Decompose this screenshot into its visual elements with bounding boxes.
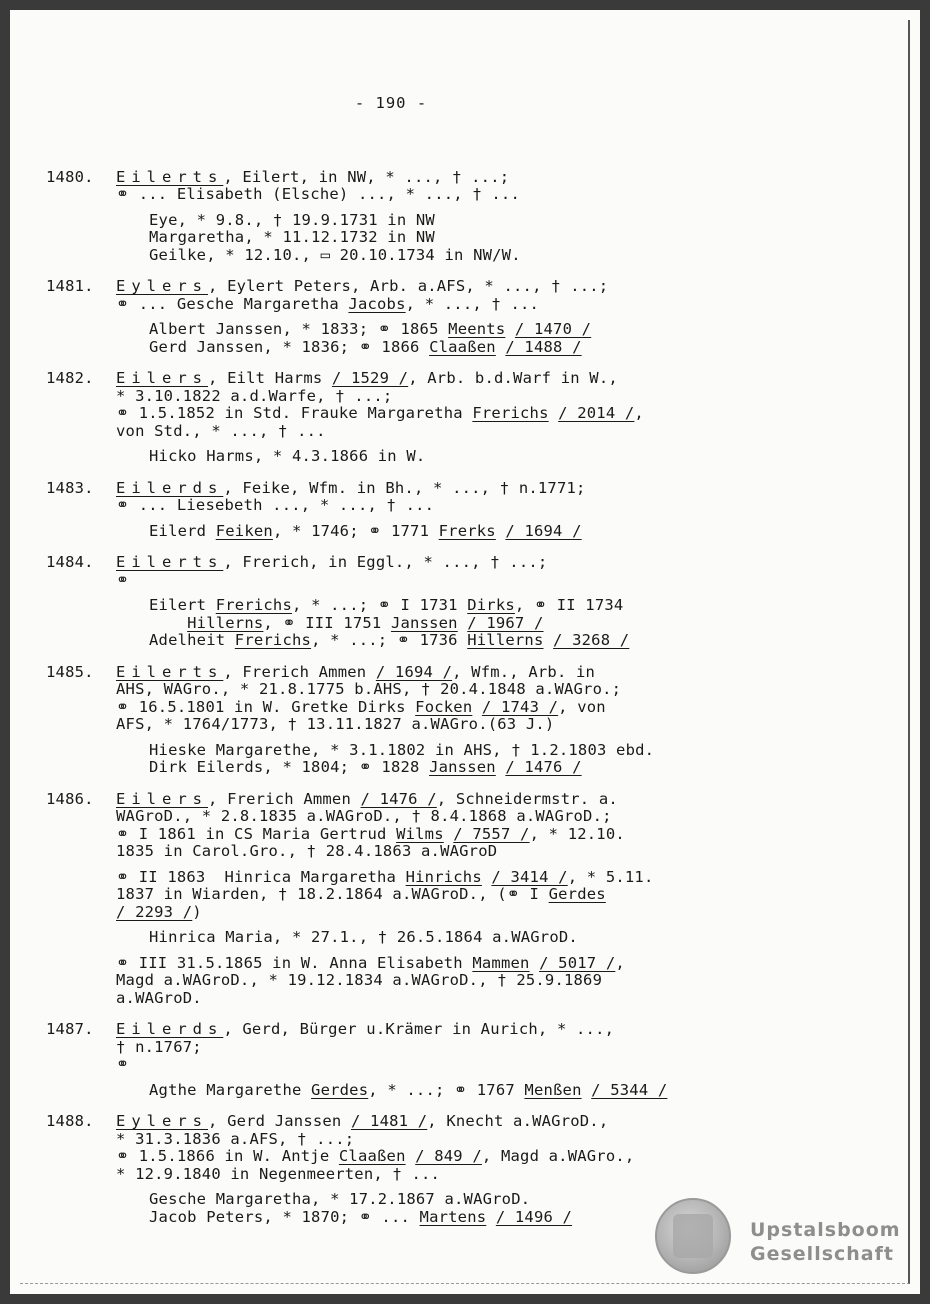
text-segment: [496, 522, 506, 540]
linked-surname: Claaßen: [338, 1147, 406, 1165]
text-segment: 1835 in Carol.Gro., † 28.4.1863 a.WAGroD: [116, 842, 498, 860]
entry-body: [116, 1021, 766, 1074]
entry-body: [116, 1113, 766, 1183]
text-line: [116, 169, 766, 187]
society-seal-logo: [655, 1198, 731, 1274]
entry-list: [46, 169, 766, 1227]
text-segment: WAGroD., * 2.8.1835 a.WAGroD., † 8.4.1868 a.WAGroD.;: [116, 807, 612, 825]
text-segment: Eilerd: [149, 521, 216, 540]
child-line: Hicko Harms, * 4.3.1866 in W.: [149, 447, 426, 465]
cross-reference: / 1470 /: [514, 320, 592, 338]
logo-line-2: Gesellschaft: [750, 1243, 894, 1265]
text-segment: Dirk Eilerds, * 1804; ⚭ 1828: [149, 758, 430, 776]
text-segment: ⚭ ... Gesche Margaretha: [116, 294, 349, 313]
text-segment: [458, 614, 468, 632]
entry-number: 1483.: [46, 478, 94, 497]
text-segment: , Magd a.WAGro.,: [481, 1147, 635, 1165]
text-line: [116, 480, 766, 498]
text-segment: Agthe Margarethe: [149, 1080, 312, 1099]
children-list: [149, 321, 766, 356]
marriage-block: [116, 869, 766, 922]
children-list: [149, 212, 766, 265]
entry-number: 1487.: [46, 1020, 94, 1038]
page-number: - 190 -: [354, 94, 428, 112]
text-segment: , * ...; ⚭ I 1731: [292, 596, 468, 614]
children-list: [149, 597, 766, 650]
text-segment: , Eilt Harms: [208, 369, 332, 387]
text-line: [116, 572, 766, 590]
family-surname: Eilerts: [116, 553, 224, 571]
cross-reference: / 5344 /: [591, 1080, 668, 1099]
text-line: [116, 904, 766, 922]
document-page: [46, 60, 766, 1258]
cross-reference: / 3414 /: [491, 867, 568, 886]
seal-figures: [673, 1214, 713, 1258]
linked-surname: Menßen: [524, 1080, 582, 1099]
linked-surname: Hillerns: [467, 631, 544, 649]
text-segment: ⚭ ... Liesebeth ..., * ..., † ...: [116, 496, 435, 514]
linked-surname: Wilms: [396, 824, 444, 843]
text-segment: , von: [558, 697, 606, 716]
text-segment: a.WAGroD.: [116, 988, 202, 1007]
family-surname: Eilers: [116, 369, 208, 387]
text-segment: ⚭: [116, 570, 130, 589]
family-surname: Eylers: [116, 1112, 208, 1130]
text-line: [149, 1082, 766, 1100]
linked-surname: Martens: [419, 1207, 487, 1226]
text-segment: von Std., * ..., † ...: [116, 421, 326, 440]
text-segment: ⚭ 16.5.1801 in W. Gretke Dirks: [116, 697, 416, 716]
genealogy-entry: [46, 480, 766, 541]
text-line: [149, 339, 766, 357]
genealogy-entry: [46, 1021, 766, 1099]
text-line: [116, 791, 766, 809]
cross-reference: / 1476 /: [360, 789, 437, 808]
text-segment: , * ...; ⚭ 1736: [311, 631, 468, 649]
entry-body: [116, 791, 766, 861]
text-line: [116, 681, 766, 699]
family-surname: Eilerts: [116, 662, 224, 681]
text-line: [116, 278, 766, 296]
text-segment: ⚭ II 1863 Hinrica Margaretha: [116, 867, 406, 886]
text-segment: , ⚭ III 1751: [263, 613, 391, 632]
text-segment: , Knecht a.WAGroD.,: [427, 1112, 609, 1130]
linked-surname: Claaßen: [429, 337, 496, 356]
logo-line-1: Upstalsboom: [750, 1219, 901, 1241]
entry-number: 1481.: [46, 277, 94, 295]
children-list: [149, 742, 766, 777]
text-line: [149, 742, 766, 760]
children-list: [149, 929, 766, 947]
text-segment: , Frerich Ammen: [208, 789, 361, 808]
text-segment: , Gerd, Bürger u.Krämer in Aurich, * ...,: [223, 1020, 615, 1038]
text-segment: * 31.3.1836 a.AFS, † ...;: [116, 1129, 355, 1148]
text-segment: [496, 338, 506, 356]
text-segment: ): [192, 902, 202, 921]
text-segment: , Eilert, in NW, * ..., † ...;: [223, 167, 510, 186]
text-segment: , ⚭ II 1734: [514, 596, 624, 614]
text-line: [116, 1039, 766, 1057]
cross-reference: / 2293 /: [116, 902, 193, 921]
text-segment: * 12.9.1840 in Negenmeerten, † ...: [116, 1164, 441, 1183]
text-segment: ⚭: [116, 1055, 130, 1073]
text-segment: , Frerich, in Eggl., * ..., † ...;: [223, 553, 548, 571]
text-segment: , Gerd Janssen: [208, 1112, 351, 1130]
text-segment: Eilert: [149, 596, 216, 614]
entry-number: 1485.: [46, 662, 94, 681]
linked-surname: Hinrichs: [405, 867, 482, 886]
text-segment: ⚭ III 31.5.1865 in W. Anna Elisabeth: [116, 953, 473, 972]
cross-reference: / 1694 /: [375, 662, 453, 681]
cross-reference: / 3268 /: [553, 631, 630, 649]
linked-surname: Feiken: [215, 521, 273, 540]
text-segment: , * ...; ⚭ 1767: [368, 1080, 525, 1099]
family-surname: Eilerds: [116, 478, 224, 497]
genealogy-entry: [46, 169, 766, 265]
text-segment: , Eylert Peters, Arb. a.AFS, * ..., † ...;: [208, 277, 609, 295]
linked-surname: Hillerns: [187, 613, 264, 632]
text-line: [116, 972, 766, 990]
children-list: [149, 523, 766, 541]
text-segment: [472, 698, 482, 716]
linked-surname: Frerks: [438, 521, 496, 540]
family-surname: Eilerds: [116, 1020, 224, 1038]
text-line: [116, 869, 766, 887]
text-line: [116, 1131, 766, 1149]
text-segment: , Wfm., Arb. in: [452, 662, 596, 681]
family-surname: Eilers: [116, 789, 208, 808]
text-segment: ⚭ 1.5.1852 in Std. Frauke Margaretha: [116, 404, 473, 422]
text-line: [116, 554, 766, 572]
linked-surname: Dirks: [467, 596, 515, 614]
child-line: Eye, * 9.8., † 19.9.1731 in NW: [149, 210, 435, 229]
text-segment: [444, 825, 454, 843]
text-line: [116, 370, 766, 388]
text-segment: , * ..., † ...: [405, 294, 540, 313]
linked-surname: Focken: [415, 697, 473, 716]
entry-body: [116, 554, 766, 589]
text-segment: [406, 1147, 416, 1165]
text-segment: 1837 in Wiarden, † 18.2.1864 a.WAGroD., (⚭ I: [116, 885, 549, 903]
genealogy-entry: [46, 1113, 766, 1226]
children-list: [149, 448, 766, 466]
cross-reference: / 1488 /: [505, 337, 582, 356]
text-segment: [486, 1208, 496, 1226]
text-segment: AHS, WAGro., * 21.8.1775 b.AHS, † 20.4.1848 a.WAGro.;: [116, 680, 622, 698]
text-segment: [530, 954, 540, 972]
entry-number: 1484.: [46, 553, 94, 571]
cross-reference: / 5017 /: [539, 953, 616, 972]
cross-reference: / 1481 /: [350, 1112, 428, 1130]
text-line: [149, 597, 766, 615]
text-segment: * 3.10.1822 a.d.Warfe, † ...;: [116, 386, 393, 405]
text-line: [116, 1056, 766, 1074]
text-segment: ⚭ 1.5.1866 in W. Antje: [116, 1147, 339, 1165]
text-segment: , Arb. b.d.Warf in W.,: [408, 369, 618, 387]
cross-reference: / 1529 /: [331, 369, 409, 387]
text-line: [116, 1113, 766, 1131]
text-line: [149, 321, 766, 339]
linked-surname: Frerichs: [215, 596, 292, 614]
linked-surname: Frerichs: [472, 404, 549, 422]
text-segment: Gerd Janssen, * 1836; ⚭ 1866: [149, 337, 430, 356]
text-segment: Albert Janssen, * 1833; ⚭ 1865: [149, 320, 449, 338]
linked-surname: Meents: [448, 320, 506, 338]
text-segment: [149, 614, 187, 632]
cross-reference: / 849 /: [415, 1147, 482, 1165]
entry-number: 1488.: [46, 1112, 94, 1130]
child-line: Geilke, * 12.10., ▭ 20.10.1734 in NW/W.: [149, 245, 521, 264]
genealogy-entry: [46, 554, 766, 650]
text-line: [116, 497, 766, 515]
child-line: Hinrica Maria, * 27.1., † 26.5.1864 a.WAGroD.: [149, 928, 578, 946]
text-segment: Adelheit: [149, 631, 235, 649]
cross-reference: / 2014 /: [558, 404, 635, 422]
text-segment: [544, 631, 554, 649]
text-line: [149, 615, 766, 633]
linked-surname: Janssen: [429, 758, 496, 776]
family-surname: Eylers: [116, 277, 208, 295]
text-line: [116, 423, 766, 441]
text-segment: [582, 1081, 592, 1099]
text-segment: [482, 868, 492, 886]
genealogy-entry: [46, 791, 766, 1008]
entry-body: [116, 278, 766, 313]
entry-number: 1486.: [46, 789, 94, 808]
text-line: [116, 699, 766, 717]
text-segment: , * 5.11.: [567, 867, 654, 886]
text-segment: Magd a.WAGroD., * 19.12.1834 a.WAGroD., † 25.9.1869: [116, 971, 603, 989]
text-segment: , Schneidermstr. a.: [436, 789, 618, 808]
text-line: [116, 843, 766, 861]
text-segment: ,: [615, 953, 625, 972]
text-line: [116, 388, 766, 406]
text-line: [149, 632, 766, 650]
entry-body: [116, 480, 766, 515]
marriage-block: [116, 955, 766, 1008]
entry-number: 1482.: [46, 369, 94, 387]
entry-body: [116, 664, 766, 734]
genealogy-entry: [46, 278, 766, 356]
cross-reference: / 1476 /: [505, 758, 582, 776]
text-segment: Gesche Margaretha, * 17.2.1867 a.WAGroD.: [149, 1190, 531, 1208]
entry-body: [116, 370, 766, 440]
text-line: [116, 990, 766, 1008]
family-surname: Eilerts: [116, 167, 224, 186]
linked-surname: Frerichs: [234, 631, 312, 649]
linked-surname: Jacobs: [348, 294, 406, 313]
text-line: [116, 1148, 766, 1166]
text-segment: [549, 404, 559, 422]
text-line: [116, 296, 766, 314]
text-segment: [505, 320, 515, 338]
text-line: [116, 186, 766, 204]
text-segment: [496, 758, 506, 776]
text-segment: AFS, * 1764/1773, † 13.11.1827 a.WAGro.(63 J.): [116, 715, 555, 733]
cross-reference: / 1694 /: [505, 521, 582, 540]
text-line: [116, 826, 766, 844]
linked-surname: Gerdes: [311, 1080, 369, 1099]
linked-surname: Mammen: [472, 953, 530, 972]
children-list: [149, 1082, 766, 1100]
text-line: [149, 523, 766, 541]
text-line: [116, 405, 766, 423]
text-line: [116, 808, 766, 826]
text-line: [116, 664, 766, 682]
society-logo-text: [750, 1218, 901, 1266]
text-segment: , Frerich Ammen: [223, 662, 376, 681]
text-segment: , * 12.10.: [529, 824, 625, 843]
text-line: [116, 1021, 766, 1039]
cross-reference: / 1967 /: [467, 613, 544, 632]
cross-reference: / 1496 /: [495, 1207, 573, 1226]
child-line: Margaretha, * 11.12.1732 in NW: [149, 228, 435, 246]
genealogy-entry: [46, 664, 766, 777]
text-line: [116, 1166, 766, 1184]
cross-reference: / 7557 /: [453, 824, 530, 843]
entry-body: [116, 169, 766, 204]
cross-reference: / 1743 /: [481, 697, 559, 716]
text-line: [116, 955, 766, 973]
text-line: [149, 759, 766, 777]
genealogy-entry: [46, 370, 766, 466]
text-segment: † n.1767;: [116, 1037, 202, 1056]
text-segment: , * 1746; ⚭ 1771: [272, 521, 439, 540]
entry-number: 1480.: [46, 167, 94, 186]
linked-surname: Janssen: [390, 613, 458, 632]
text-line: [116, 886, 766, 904]
text-line: [116, 716, 766, 734]
linked-surname: Gerdes: [548, 885, 606, 903]
text-segment: ⚭ I 1861 in CS Maria Gertrud: [116, 824, 397, 843]
text-segment: Jacob Peters, * 1870; ⚭ ...: [149, 1207, 420, 1226]
text-segment: ⚭ ... Elisabeth (Elsche) ..., * ..., † ...: [116, 185, 520, 203]
text-segment: Hieske Margarethe, * 3.1.1802 in AHS, † 1.2.1803 ebd.: [149, 740, 655, 759]
text-segment: ,: [634, 404, 644, 422]
text-segment: , Feike, Wfm. in Bh., * ..., † n.1771;: [223, 478, 586, 497]
